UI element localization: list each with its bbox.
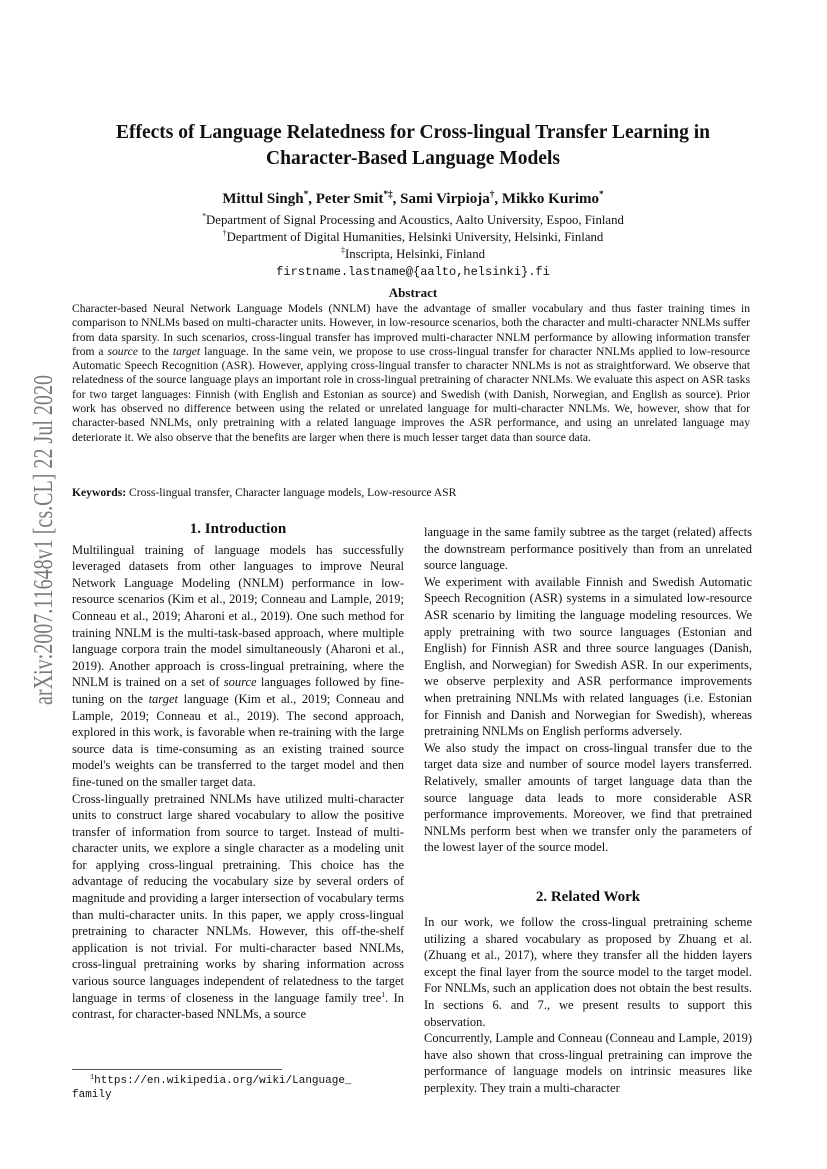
right-column-bottom	[424, 914, 752, 1097]
author-2: Peter Smit	[315, 191, 384, 207]
keywords-label: Keywords:	[72, 486, 127, 499]
affiliation-3-mark: ‡	[340, 245, 345, 255]
intro-paragraph-5: We also study the impact on cross-lingual transfer due to the target data size and number of source model layers transferred. Relatively, smaller amounts of target language data than the source language data leads to more considerable ASR performance improvements. Moreover, we find that pretrained NNLMs perform best when we transfer only the parameters of the lowest layer of the source model.	[424, 740, 752, 855]
title-line-1: Effects of Language Relatedness for Cross-lingual Transfer Learning in	[115, 122, 711, 143]
arxiv-stamp-svg	[22, 260, 62, 705]
intro-paragraph-3: language in the same family subtree as the target (related) affects the downstream performance positively than from an unrelated source language.	[424, 525, 752, 573]
affiliation-2-text: Department of Digital Humanities, Helsinki University, Helsinki, Finland	[226, 230, 604, 244]
right-column-top	[424, 524, 752, 856]
intro-paragraph-4: We experiment with available Finnish and Swedish Automatic Speech Recognition (ASR) systems in a simulated low-resource ASR scenario by limiting the language modeling resources. We apply pretraining with two source languages (Estonian and English) for Finnish ASR and three source languages (Danish, English, and Norwegian) for Swedish ASR. In our experiments, we observe perplexity and ASR performance improvements when pretraining NNLMs with related languages (i.e. Estonian for Finnish and Danish and Norwegian for Swedish), whereas pretraining NNLMs on English performs adversely.	[424, 574, 752, 739]
abstract-source-word: source	[107, 344, 138, 358]
intro-p1-target: target	[148, 691, 178, 706]
author-4: Mikko Kurimo	[501, 191, 600, 207]
affiliation-2	[70, 229, 756, 246]
footnote-link[interactable]: https://en.wikipedia.org/wiki/Language_	[94, 1075, 352, 1087]
footnote	[72, 1074, 402, 1102]
intro-p2-a: Cross-lingually pretrained NNLMs have utilized multi-character units to construct large shared vocabulary to allow the positive transfer of information from source to target. Instead of multi-character units, we explore a single character as a modeling unit for applying cross-lingual pretraining. This choice has the advantage of reducing the vocabulary size by several orders of magnitude and providing a larger intersection of vocabulary terms than multi-character units. In this paper, we apply cross-lingual pretraining to character NNLMs. However, this off-the-shelf application is not trivial. For multi-character based NNLMs, cross-lingual pretraining works by sharing information across various source languages independent of relatedness to the target language in terms of closeness in the language family tree	[72, 791, 404, 1005]
abstract-heading: Abstract	[388, 285, 438, 300]
title-line-2: Character-Based Language Models	[266, 148, 560, 169]
paper-title	[70, 120, 756, 172]
intro-paragraph-1	[72, 542, 404, 791]
intro-p2-b: . In contrast, for character-based NNLMs, a source	[72, 990, 404, 1022]
related-work-heading: 2. Related Work	[535, 889, 641, 905]
footnote-ref: 1	[381, 989, 386, 999]
keywords-text: Cross-lingual transfer, Character language models, Low-resource ASR	[129, 486, 457, 499]
intro-p1-c: language (Kim et al., 2019; Conneau and Lample, 2019; Conneau et al., 2019). The second approach, explored in this work, is favorable when re-training with the large source data is time-consuming as an existing trained source model's weights can be transferred to the target model and then fine-tuned on the smaller target data.	[72, 691, 405, 789]
abstract-part-1: Character-based Neural Network Language Models (NNLM) have the advantage of smaller vocabulary and thus faster training times in comparison to NNLMs based on multi-character units. However, in low-resource scenarios, both the character and multi-character NNLMs suffer from data sparsity. In such scenarios, cross-lingual transfer has improved multi-character NNLM performance by allowing information transfer from a	[72, 302, 750, 358]
footnote-rule	[72, 1069, 282, 1070]
abstract-body	[72, 302, 750, 445]
intro-heading: 1. Introduction	[189, 521, 287, 537]
author-2-mark: *‡	[383, 190, 393, 200]
author-list: Mittul Singh*, Peter Smit*‡, Sami Virpioja†, Mikko Kurimo*	[222, 190, 604, 207]
keywords	[72, 486, 750, 499]
author-1: Mittul Singh	[222, 191, 304, 207]
affiliation-1	[70, 212, 756, 229]
author-1-mark: *	[303, 190, 309, 200]
affiliation-3	[70, 246, 756, 263]
intro-p1-source: source	[223, 675, 257, 690]
affiliation-2-mark: †	[222, 228, 227, 238]
affiliation-1-text: Department of Signal Processing and Acoustics, Aalto University, Espoo, Finland	[206, 213, 624, 227]
arxiv-id-text: arXiv:2007.11648v1 [cs.CL] 22 Jul 2020	[28, 260, 58, 705]
affiliation-3-text: Inscripta, Helsinki, Finland	[344, 247, 485, 261]
author-3-mark: †	[489, 190, 495, 200]
related-paragraph-1: In our work, we follow the cross-lingual pretraining scheme utilizing a shared vocabulary as proposed by Zhuang et al. (Zhuang et al., 2017), where they transfer all the hidden layers except the final layer from the source model to the target model. For NNLMs, such an application does not obtain the best results. In sections 6. and 7., we present results to support this observation.	[424, 915, 752, 1029]
related-paragraph-2: Concurrently, Lample and Conneau (Conneau and Lample, 2019) have also shown that cross-lingual pretraining can improve the performance of language models on intrinsic measures like perplexity. They train a multi-character	[424, 1031, 752, 1095]
left-column	[72, 521, 405, 1023]
footnote-link-cont[interactable]: family	[72, 1089, 112, 1101]
author-4-mark: *	[599, 190, 604, 200]
footnote-mark: 1	[90, 1073, 95, 1082]
arxiv-identifier	[22, 260, 62, 705]
author-email: firstname.lastname@{aalto,helsinki}.fi	[276, 265, 550, 279]
intro-paragraph-2	[72, 791, 404, 1023]
abstract-part-3: language. In the same vein, we propose to use cross-lingual transfer for character NNLMs applied to low-resource Automatic Speech Recognition (ASR). However, applying cross-lingual transfer to character NNLMs is not as straightforward. We observe that relatedness of the source language plays an important role in cross-lingual pretraining of character NNLMs. We evaluate this aspect on ASR tasks for two target languages: Finnish (with English and Estonian as source) and Swedish (with Danish, Norwegian, and English as source). Prior work has observed no difference between using the related or unrelated language for multi-character NNLMs. We, however, show that for character-based NNLMs, only pretraining with a related language improves the ASR performance, and using an unrelated language may deteriorate it. We also observe that the benefits are larger when there is much lesser target data than source data.	[72, 344, 750, 444]
affiliation-1-mark: *	[202, 211, 207, 221]
abstract-target-word: target	[172, 344, 201, 358]
intro-p1-b: languages followed by fine-tuning on the	[72, 675, 404, 706]
author-3: Sami Virpioja	[400, 191, 490, 207]
abstract-part-2: to the	[141, 344, 169, 358]
intro-p1-a: Multilingual training of language models has successfully leveraged datasets from other languages to improve Neural Network Language Modeling (NNLM) performance in low-resource scenarios (Kim et al., 2019; Conneau and Lample, 2019; Conneau et al., 2019; Aharoni et al., 2019). One such method for training NNLM is the multi-task-based approach, where multiple language corpora train the model simultaneously (Aharoni et al., 2019). Another approach is cross-lingual pretraining, where the NNLM is trained on a set of	[72, 542, 404, 690]
